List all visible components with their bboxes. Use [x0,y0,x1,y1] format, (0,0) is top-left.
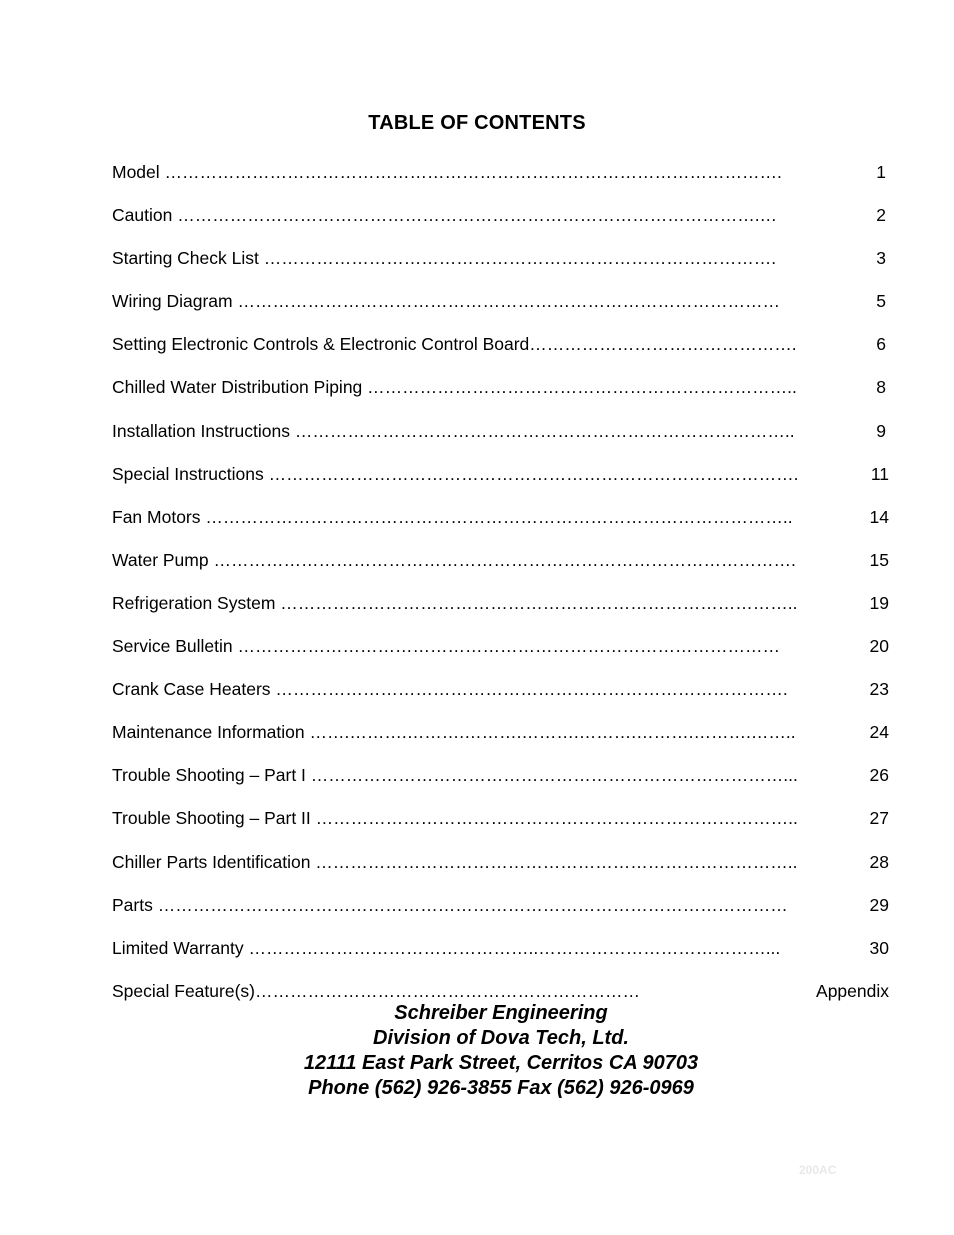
toc-page-number: 30 [869,937,889,958]
toc-label: Limited Warranty [112,937,244,958]
toc-label: Chilled Water Distribution Piping [112,377,363,398]
toc-page-number: 27 [869,808,889,829]
toc-label: Starting Check List [112,248,259,269]
toc-label: Caution [112,205,173,226]
page-title: TABLE OF CONTENTS [368,112,586,134]
toc-label: Special Feature(s) [112,980,255,1001]
toc-row [112,634,889,677]
toc-row [112,203,889,246]
company-address-block [0,1001,954,1101]
toc-leader-dots: …………………………………………………………………………….. [275,592,798,613]
toc-row [112,419,889,462]
toc-label: Special Instructions [112,463,264,484]
toc-label: Installation Instructions [112,420,291,441]
toc-row [112,160,889,203]
toc-label: Model [112,162,160,182]
toc-page-number: 5 [876,291,886,312]
document-code: 200AC [799,1163,837,1177]
toc-leader-dots: ……………………………………………………………………………. [258,248,777,269]
toc-label: Parts [112,894,153,915]
toc-row [112,246,889,289]
toc-leader-dots: ……………………………………………………………………….. [310,851,798,872]
toc-page-number: 20 [869,636,889,657]
toc-page-number: 29 [869,894,889,915]
toc-label: Refrigeration System [112,592,276,613]
toc-page-number: 8 [876,377,886,398]
toc-page-number: 19 [869,592,889,613]
toc-label: Service Bulletin [112,636,233,657]
toc-leader-dots: …………………………………………..…………………………………... [243,937,781,958]
toc-label: Crank Case Heaters [112,679,271,700]
toc-leader-dots: ………………………………………………………………………….. [290,420,795,441]
toc-page-number: 15 [869,549,889,570]
toc-leader-dots: ………………………………………………………………………………. [263,463,799,484]
toc-page-number: 1 [876,162,886,182]
toc-row [112,505,889,548]
company-name: Schreiber Engineering [394,1002,608,1024]
toc-page-number: 9 [876,420,886,441]
toc-row [112,548,889,591]
toc-page-number: 28 [869,851,889,872]
toc-row [112,677,889,720]
toc-label: Trouble Shooting – Part II [112,808,311,829]
toc-page-number: 23 [869,679,889,700]
toc-row [112,720,889,763]
toc-row [112,375,889,418]
toc-page-number: 24 [869,722,889,743]
toc-label: Trouble Shooting – Part I [112,765,306,786]
toc-leader-dots: …….……….……….……….……….……….……….……….…….. [304,722,796,743]
toc-page-number: 6 [876,334,886,355]
toc-row [112,850,889,893]
toc-row [112,462,889,505]
toc-leader-dots: ………………………………………………………………………... [305,765,798,786]
toc-page-number: 11 [870,463,889,484]
toc-leader-dots: ………………………………………………………… [254,980,640,1001]
toc-leader-dots: ……………………………………………………………………………………………. [159,162,782,182]
toc-page-number: 14 [869,506,889,527]
toc-row [112,763,889,806]
table-of-contents [112,160,889,1022]
toc-label: Chiller Parts Identification [112,851,311,872]
toc-label: Setting Electronic Controls & Electronic Control Board [112,334,530,355]
toc-label: Wiring Diagram [112,291,233,312]
toc-leader-dots: ………………………………………. [529,334,797,355]
company-phone-fax: Phone (562) 926-3855 Fax (562) 926-0969 [308,1077,694,1099]
toc-page-number: 3 [876,248,886,269]
toc-label: Maintenance Information [112,722,305,743]
toc-leader-dots: ………………………………………………………………………………… [232,291,780,312]
toc-row [112,332,889,375]
toc-leader-dots: ……………………………………………………………………………………….… [172,205,778,226]
toc-leader-dots: ………………………………………………………………………………… [232,636,780,657]
toc-leader-dots: ……………………………………………………………………………………….. [200,506,793,527]
toc-leader-dots: ……………………………………………………………….. [362,377,797,398]
toc-leader-dots: ………………………………………………………………………………………. [208,549,796,570]
toc-page-number: 2 [876,205,886,226]
toc-row [112,936,889,979]
toc-page-number: 26 [869,765,889,786]
toc-row [112,806,889,849]
toc-row [112,591,889,634]
toc-label: Fan Motors [112,506,201,527]
toc-page-number: Appendix [816,980,889,1001]
toc-row [112,289,889,332]
company-street-address: 12111 East Park Street, Cerritos CA 90703 [303,1052,699,1074]
toc-leader-dots: ……………………………………………………………………………………………… [152,894,788,915]
company-division: Division of Dova Tech, Ltd. [373,1027,629,1049]
toc-leader-dots: ……………………………………………………………………….. [310,808,798,829]
toc-leader-dots: ……………………………………………………………………………. [270,679,788,700]
toc-label: Water Pump [112,549,209,570]
toc-row [112,893,889,936]
